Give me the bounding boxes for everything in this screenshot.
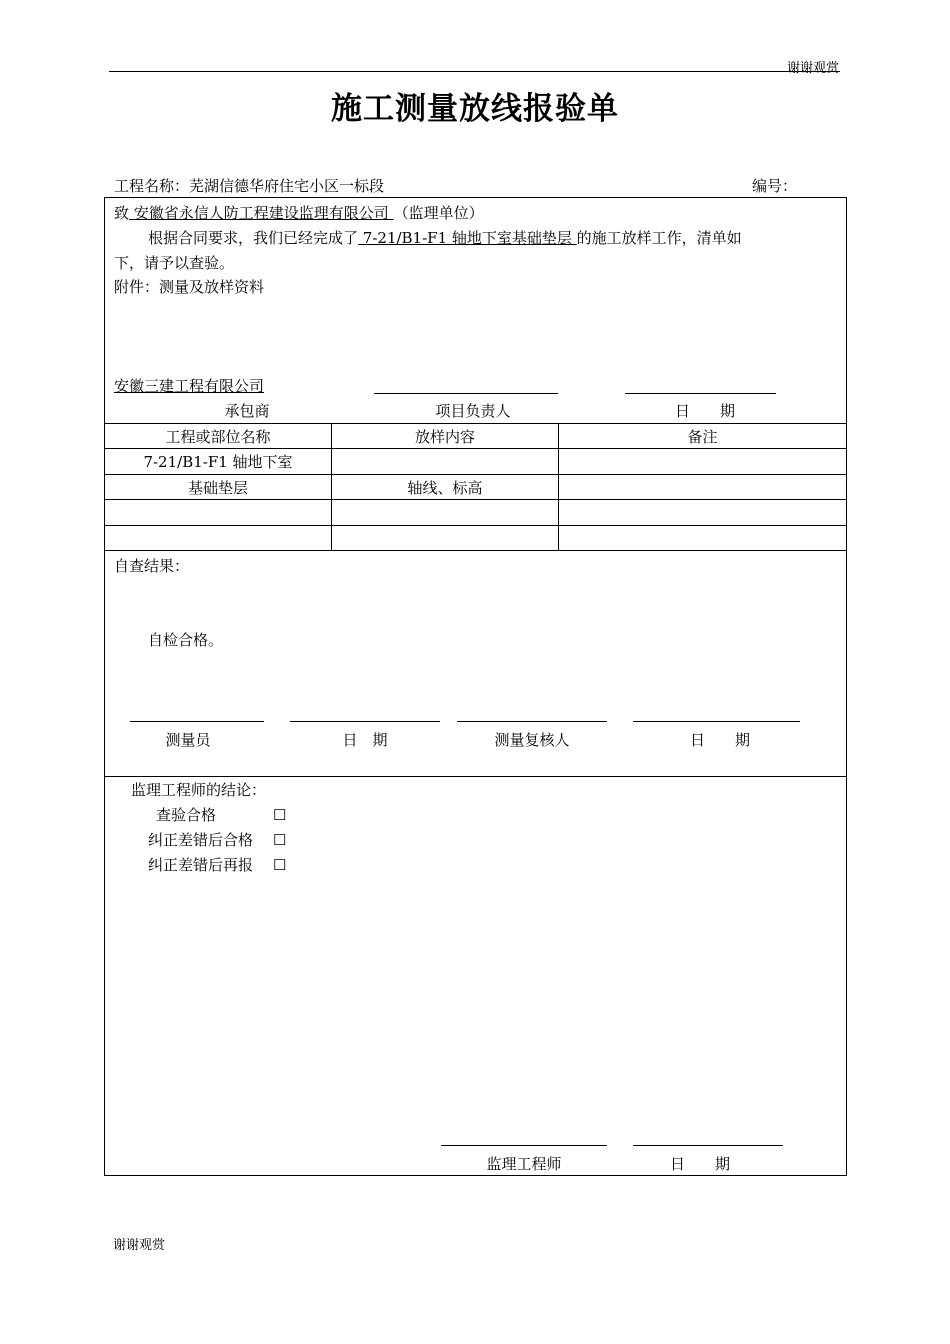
body-text-2: 的施工放样工作，清单如 xyxy=(576,229,742,247)
project-name: 芜湖信德华府住宅小区一标段 xyxy=(189,177,385,195)
body-line-1 xyxy=(148,228,742,248)
supervisor-engineer-label: 监理工程师 xyxy=(486,1155,562,1173)
project-label: 工程名称： xyxy=(114,177,190,195)
option-corrected-accepted-checkbox[interactable]: ☐ xyxy=(273,831,287,849)
table-cell: 轴线、标高 xyxy=(407,479,483,497)
header-rule xyxy=(109,71,840,72)
self-check-result: 自检合格。 xyxy=(148,631,224,649)
review-date-signature-line xyxy=(633,721,800,722)
project-name-row xyxy=(114,176,384,196)
table-rule xyxy=(104,525,847,526)
table-cell: 7-21/B1-F1 轴地下室 xyxy=(143,453,293,471)
survey-date-signature-line xyxy=(290,721,440,722)
addressee-line xyxy=(114,203,484,223)
footer-text: 谢谢观赏 xyxy=(113,1238,166,1253)
attachment-line: 附件：测量及放样资料 xyxy=(114,278,265,296)
table-cell: 基础垫层 xyxy=(187,479,248,497)
form-frame xyxy=(104,197,847,1176)
option-resubmit-checkbox[interactable]: ☐ xyxy=(273,856,287,874)
supervisor-unit: 安徽省永信人防工程建设监理有限公司 xyxy=(129,204,394,222)
table-rule xyxy=(104,499,847,500)
option-resubmit-label: 纠正差错后再报 xyxy=(148,856,254,874)
page-title: 施工测量放线报验单 xyxy=(331,91,619,127)
table-header-remarks: 备注 xyxy=(687,428,718,446)
project-manager-signature-line xyxy=(374,393,558,394)
supervisor-date-signature-line xyxy=(633,1145,783,1146)
option-corrected-accepted-label: 纠正差错后合格 xyxy=(148,831,254,849)
option-accepted-label: 查验合格 xyxy=(156,806,217,824)
self-check-label: 自查结果： xyxy=(114,557,190,575)
reviewer-signature-line xyxy=(457,721,607,722)
body-text-1: 根据合同要求，我们已经完成了 xyxy=(148,229,359,247)
header-watermark-text: 谢谢观赏 xyxy=(786,61,839,76)
review-date-label: 日 期 xyxy=(689,731,750,749)
contractor-name: 安徽三建工程有限公司 xyxy=(114,377,265,395)
surveyor-label: 测量员 xyxy=(165,731,211,749)
table-rule xyxy=(104,448,847,449)
option-accepted-checkbox[interactable]: ☐ xyxy=(273,806,287,824)
section-rule xyxy=(104,776,847,777)
table-top-rule xyxy=(104,423,847,424)
body-line-2: 下，请予以查验。 xyxy=(114,254,235,272)
supervisor-date-label: 日 期 xyxy=(669,1155,730,1173)
to-prefix: 致 xyxy=(114,204,130,222)
table-header-content: 放样内容 xyxy=(414,428,475,446)
date-signature-line xyxy=(625,393,776,394)
supervisor-suffix: （监理单位） xyxy=(393,204,484,222)
table-bottom-rule xyxy=(104,550,847,551)
table-header-location: 工程或部位名称 xyxy=(165,428,271,446)
date-label: 日 期 xyxy=(674,402,735,420)
work-item: 7-21/B1-F1 轴地下室基础垫层 xyxy=(358,229,577,247)
project-manager-label: 项目负责人 xyxy=(435,402,511,420)
number-label: 编号： xyxy=(752,177,798,195)
survey-date-label: 日 期 xyxy=(342,731,388,749)
supervisor-conclusion-label: 监理工程师的结论： xyxy=(131,781,267,799)
reviewer-label: 测量复核人 xyxy=(494,731,570,749)
supervisor-signature-line xyxy=(441,1145,607,1146)
contractor-label: 承包商 xyxy=(224,402,270,420)
surveyor-signature-line xyxy=(130,721,264,722)
table-rule xyxy=(104,474,847,475)
